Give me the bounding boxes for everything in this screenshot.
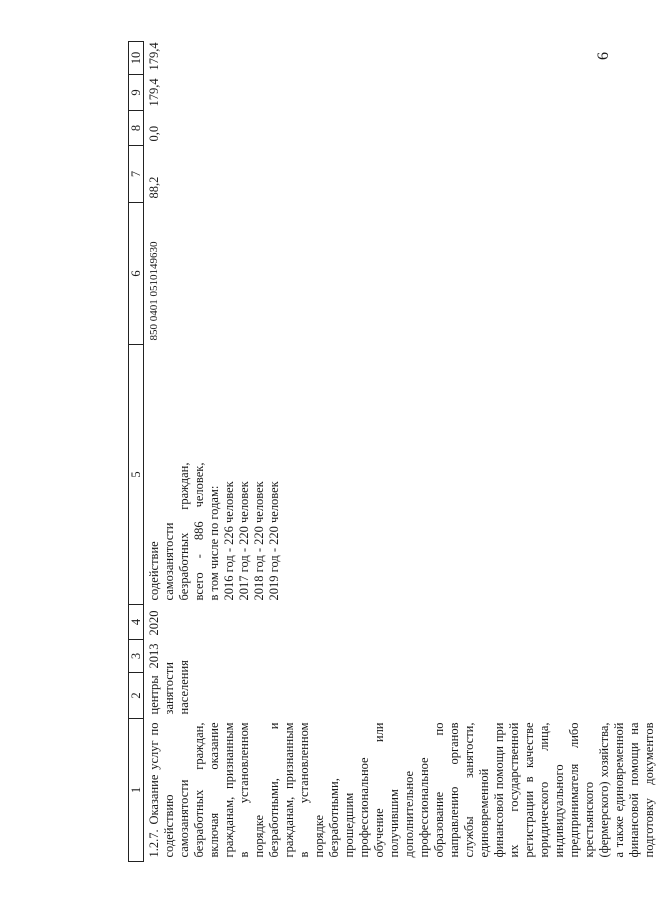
text-line: гражданам, признанным bbox=[282, 722, 296, 858]
text-line: получившим bbox=[387, 789, 401, 858]
page-number: 6 bbox=[595, 52, 612, 60]
text-line: единовременной bbox=[477, 768, 491, 858]
header-col-7: 7 bbox=[129, 146, 144, 203]
header-col-8: 8 bbox=[129, 111, 144, 146]
text-line: образование по bbox=[432, 722, 446, 858]
text-line: центры bbox=[147, 675, 161, 715]
text-line: 1.2.7. Оказание услуг по bbox=[147, 722, 161, 858]
text-line: предпринимателя либо bbox=[567, 722, 581, 858]
text-line: финансовой помощи на bbox=[627, 722, 641, 858]
text-line: включая оказание bbox=[207, 722, 221, 858]
executor-cell bbox=[144, 660, 657, 719]
value-col-9: 179,4 bbox=[147, 78, 161, 107]
header-col-4: 4 bbox=[129, 605, 144, 640]
value-col-7: 88,2 bbox=[147, 176, 161, 199]
expected-result-cell bbox=[144, 345, 657, 605]
text-line: обучение или bbox=[372, 722, 386, 858]
header-col-9: 9 bbox=[129, 75, 144, 111]
text-line: службы занятости, bbox=[462, 722, 476, 858]
text-line: регистрации в качестве bbox=[522, 722, 536, 858]
budget-code-cell: 850 0401 0510149630 bbox=[148, 241, 160, 341]
measure-description bbox=[144, 719, 657, 862]
text-line: в установленном порядке bbox=[297, 722, 326, 858]
text-line: индивидуального bbox=[552, 764, 566, 858]
text-line: 2016 год - 226 человек bbox=[222, 481, 236, 601]
text-line: крестьянского bbox=[582, 781, 596, 858]
text-line: профессиональное bbox=[357, 757, 371, 858]
text-line: 2019 год - 220 человек bbox=[267, 481, 281, 601]
text-line: содействию самозанятости bbox=[162, 779, 191, 858]
text-line: прошедшим bbox=[342, 792, 356, 858]
text-line: дополнительное bbox=[402, 770, 416, 858]
text-line: содействие bbox=[147, 541, 161, 601]
text-line: в том числе по годам: bbox=[207, 485, 221, 601]
header-col-3: 3 bbox=[129, 640, 144, 673]
text-line: всего - 886 человек, bbox=[192, 462, 206, 601]
text-line: (фермерского) хозяйства, bbox=[597, 722, 611, 858]
text-line: юридического лица, bbox=[537, 722, 551, 858]
text-line: безработными, bbox=[327, 778, 341, 858]
text-line: 2017 год - 220 человек bbox=[237, 481, 251, 601]
text-line: 2018 год - 220 человек bbox=[252, 481, 266, 601]
start-year-cell: 2013 bbox=[147, 643, 161, 669]
text-line: а также единовременной bbox=[612, 722, 626, 858]
text-line: самозанятости bbox=[162, 522, 176, 601]
text-line: направлению органов bbox=[447, 722, 461, 858]
header-col-1: 1 bbox=[129, 719, 144, 862]
table-row bbox=[144, 42, 657, 862]
text-line: гражданам, признанным bbox=[222, 722, 236, 858]
text-line: финансовой помощи при bbox=[492, 722, 506, 858]
text-line: безработных граждан, bbox=[177, 462, 191, 601]
end-year-cell: 2020 bbox=[147, 610, 161, 636]
text-line: профессиональное bbox=[417, 757, 431, 858]
header-col-6: 6 bbox=[129, 203, 144, 345]
value-col-8: 0,0 bbox=[147, 125, 161, 142]
program-table bbox=[128, 41, 657, 862]
header-col-10: 10 bbox=[129, 42, 144, 75]
text-line: в установленном порядке bbox=[237, 722, 266, 858]
text-line: занятости bbox=[162, 662, 176, 715]
header-row bbox=[129, 42, 144, 862]
rotated-table-container bbox=[128, 42, 656, 862]
header-col-2: 2 bbox=[129, 673, 144, 719]
text-line: населения bbox=[177, 660, 191, 715]
text-line: их государственной bbox=[507, 722, 521, 858]
text-line: безработных граждан, bbox=[192, 722, 206, 858]
text-line: подготовку документов bbox=[642, 722, 656, 858]
header-col-5: 5 bbox=[129, 345, 144, 605]
value-col-10: 179,4 bbox=[147, 42, 161, 71]
text-line: безработными, и bbox=[267, 722, 281, 858]
